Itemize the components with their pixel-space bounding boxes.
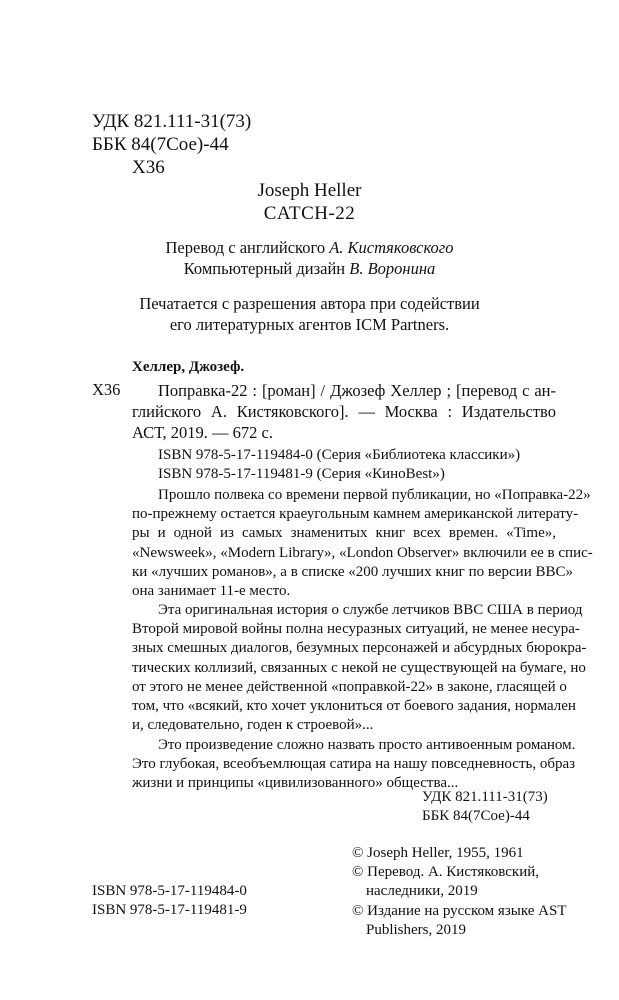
copyright-block: [352, 844, 566, 940]
annotation-line: Прошло полвека со времени первой публикации, но «Поправка-22»: [158, 487, 591, 503]
annotation-line: ки «лучших романов», а в списке «200 лучших книг по версии BBC»: [132, 563, 573, 580]
translation-credit: [0, 238, 619, 258]
annotation-line: Это произведение сложно назвать просто антивоенным романом.: [158, 737, 576, 753]
annotation-line: тических коллизий, связанных с некой не существующей на бумаге, но: [132, 659, 586, 676]
isbn-footer-line: ISBN 978-5-17-119481-9: [92, 902, 247, 919]
design-credit: [0, 259, 619, 279]
catalog-entry-line: глийского А. Кистяковского]. — Москва : Издательство: [132, 402, 556, 421]
annotation-paragraph: [132, 486, 593, 601]
copyright-translation: © Перевод. А. Кистяковский,: [352, 864, 540, 881]
annotation-line: ры и одной из самых знаменитых книг всех времен. «Time»,: [132, 525, 556, 542]
annotation-line: по-прежнему остается краеугольным камнем американской литерату-: [132, 506, 579, 523]
annotation-line: Это глубокая, всеобъемлющая сатира на нашу повседневность, образ: [132, 756, 576, 773]
bbk-code: ББК 84(7Сое)-44: [92, 134, 229, 155]
translation-prefix: Перевод с английского: [165, 238, 326, 257]
bottom-udk-code: УДК 821.111-31(73): [422, 789, 548, 805]
author-mark: Х36: [132, 157, 165, 178]
catalog-isbn-line: ISBN 978-5-17-119481-9 (Серия «КиноBest»): [158, 466, 445, 483]
permission-line-1: Печатается с разрешения автора при содействии: [139, 294, 480, 313]
catalog-entry-line: АСТ, 2019. — 672 с.: [132, 423, 273, 442]
catalog-entry-line: Поправка-22 : [роман] / Джозеф Хеллер ; [перевод с ан-: [158, 381, 556, 400]
annotation-line: жизни и принципы «цивилизованного» общества...: [132, 775, 459, 792]
copyright-author: © Joseph Heller, 1955, 1961: [352, 845, 524, 861]
annotation-line: от этого не менее действенной «поправкой-22» в законе, гласящей о: [132, 678, 567, 695]
catalog-heading: Хеллер, Джозеф.: [132, 359, 245, 375]
isbn-footer: [92, 882, 247, 920]
annotation-line: Второй мировой войны полна несуразных ситуаций, не менее несура-: [132, 621, 580, 638]
udk-code: УДК 821.111-31(73): [92, 111, 252, 132]
annotation-line: том, что «всякий, кто хочет уклониться от боевого задания, нормален: [132, 697, 576, 714]
annotation-line: «Newsweek», «Modern Library», «London Observer» включили ее в спис-: [132, 544, 593, 561]
catalog-isbn-line: ISBN 978-5-17-119484-0 (Серия «Библиотека классики»): [158, 447, 521, 463]
bottom-bbk-code: ББК 84(7Сое)-44: [422, 808, 530, 824]
annotation-line: и, следовательно, годен к строевой»...: [132, 717, 374, 734]
catalog-entry: [132, 380, 556, 443]
annotation-paragraph: [132, 736, 576, 794]
design-prefix: Компьютерный дизайн: [183, 259, 346, 278]
copyright-edition-cont: Publishers, 2019: [366, 921, 467, 938]
annotation-line: Эта оригинальная история о службе летчиков ВВС США в период: [158, 602, 583, 618]
original-author: Joseph Heller: [257, 180, 362, 201]
annotation-line: она занимает 11-е место.: [132, 582, 291, 599]
catalog-isbn: [158, 446, 520, 484]
copyright-translation-cont: наследники, 2019: [366, 883, 478, 900]
annotation-line: зных смешных диалогов, безумных персонажей и абсурдных бюрокра-: [132, 640, 587, 657]
catalog-mark: Х36: [92, 380, 121, 399]
isbn-footer-line: ISBN 978-5-17-119484-0: [92, 883, 247, 899]
permission-line-2: его литературных агентов ICM Partners.: [169, 315, 450, 334]
original-title: CATCH-22: [263, 203, 356, 224]
annotation-paragraph: [132, 601, 587, 735]
translator-name: А. Кистяковского: [329, 238, 454, 257]
copyright-edition: © Издание на русском языке AST: [352, 902, 567, 919]
designer-name: В. Воронина: [349, 259, 436, 278]
